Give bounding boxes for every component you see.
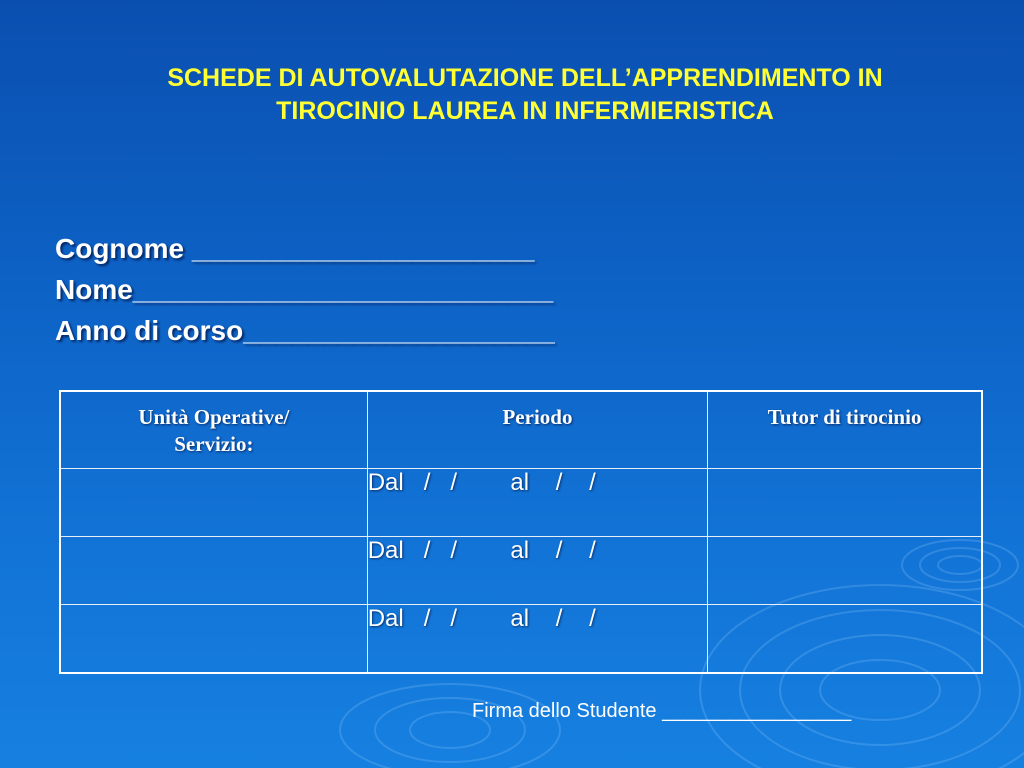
nome-field: Nome___________________________ <box>55 274 554 305</box>
anno-di-corso-field: Anno di corso____________________ <box>55 315 555 346</box>
tutor-cell <box>708 536 982 604</box>
unita-cell <box>60 468 367 536</box>
unita-cell <box>60 536 367 604</box>
periodo-cell: Dal / / al / / <box>367 468 708 536</box>
placement-table <box>59 390 983 674</box>
table-row <box>60 604 982 673</box>
table-header-row <box>60 391 982 468</box>
student-signature: Firma dello Studente _________________ <box>472 700 852 722</box>
periodo-cell: Dal / / al / / <box>367 604 708 673</box>
student-fields <box>55 228 555 351</box>
table-row <box>60 536 982 604</box>
unita-cell <box>60 604 367 673</box>
cognome-field: Cognome ______________________ <box>55 233 535 264</box>
tutor-cell <box>708 468 982 536</box>
title-line-2: TIROCINIO LAUREA IN INFERMIERISTICA <box>276 97 774 125</box>
header-unita-operative: Unità Operative/ Servizio: <box>60 391 367 468</box>
tutor-cell <box>708 604 982 673</box>
header-tutor: Tutor di tirocinio <box>708 391 982 468</box>
page-title <box>30 62 1020 128</box>
table-row <box>60 468 982 536</box>
header-periodo: Periodo <box>367 391 708 468</box>
title-line-1: SCHEDE DI AUTOVALUTAZIONE DELL’APPRENDIMENTO IN <box>167 64 883 92</box>
periodo-cell: Dal / / al / / <box>367 536 708 604</box>
